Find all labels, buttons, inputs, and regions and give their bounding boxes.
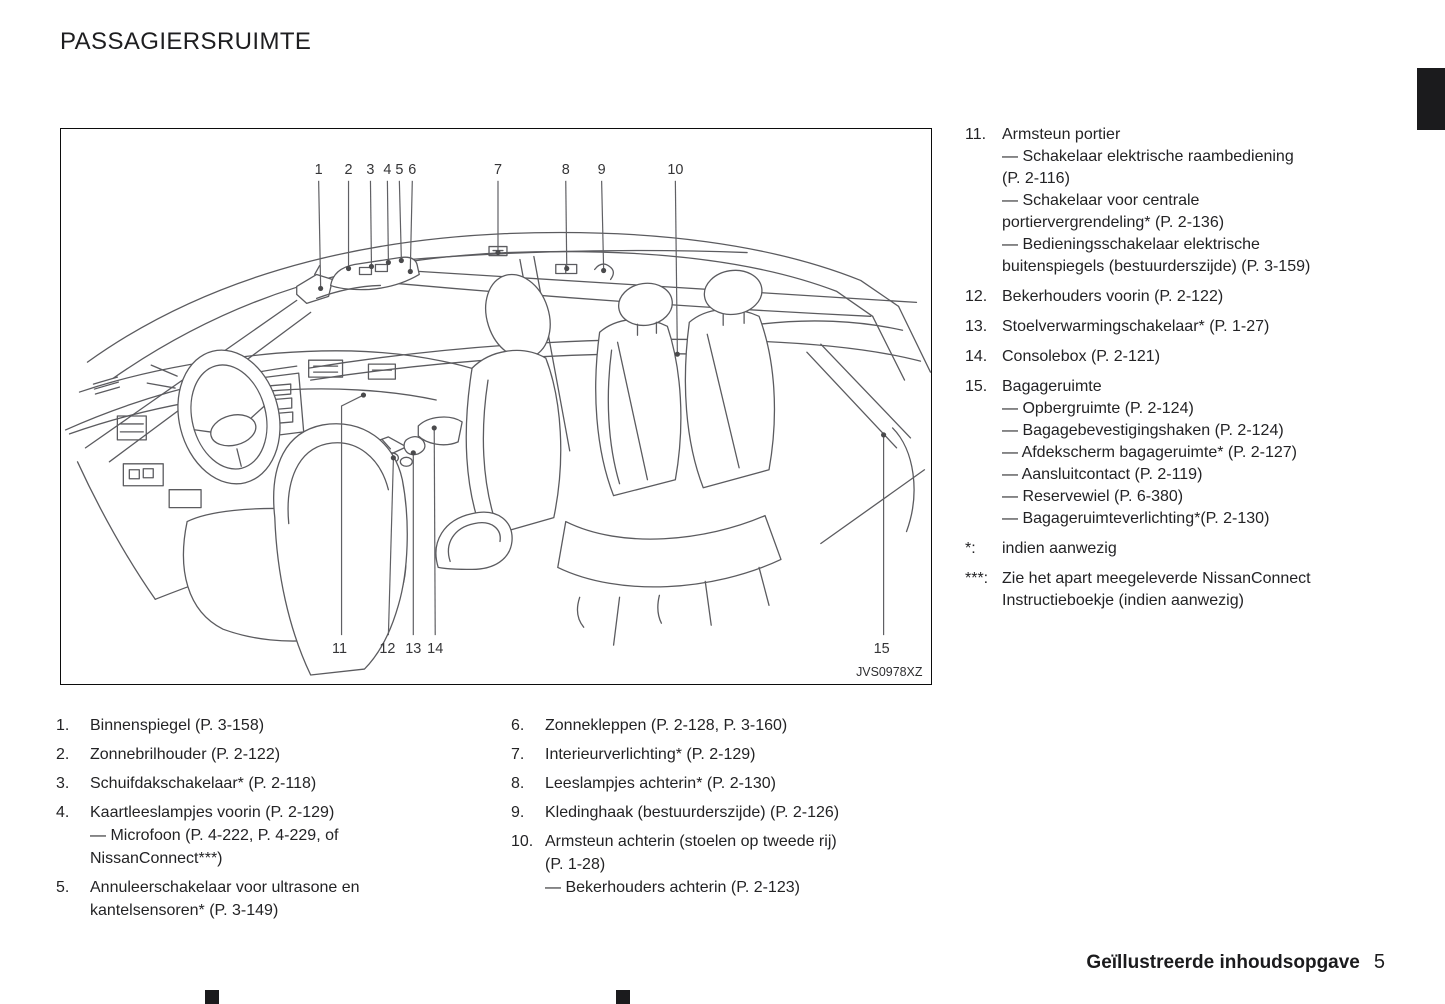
- callout-number: 9: [597, 161, 606, 178]
- item-number: 2.: [56, 746, 70, 763]
- item-number: 13.: [965, 318, 988, 335]
- page-title: PASSAGIERSRUIMTE: [60, 28, 312, 55]
- item-number: 4.: [56, 804, 70, 821]
- item-text: Binnenspiegel (P. 3-158): [90, 717, 265, 734]
- car-interior-drawing: [66, 232, 931, 675]
- callout-dot: [386, 260, 391, 265]
- item-number: 14.: [965, 348, 988, 365]
- item-number: 5.: [56, 879, 70, 896]
- item-number: 8.: [511, 775, 525, 792]
- list-item: [511, 772, 951, 795]
- leader-line: [370, 181, 371, 265]
- callout-number: 14: [427, 641, 444, 658]
- footer-section-label: Geïllustreerde inhoudsopgave: [1086, 952, 1360, 973]
- item-text: indien aanwezig: [1002, 540, 1117, 557]
- callout-dot: [495, 250, 500, 255]
- leader-line: [399, 181, 401, 259]
- item-number: 10.: [511, 833, 534, 850]
- item-number: *:: [965, 540, 976, 557]
- item-text: Interieurverlichting* (P. 2-129): [545, 746, 756, 763]
- print-registration-mark: [205, 990, 219, 1004]
- item-number: 15.: [965, 378, 988, 395]
- leader-line: [434, 430, 435, 635]
- callout-dot: [675, 352, 680, 357]
- list-item: [965, 376, 1425, 530]
- list-item: [965, 538, 1425, 560]
- item-text: Bekerhouders voorin (P. 2-122): [1002, 288, 1224, 305]
- item-text: Zonnekleppen (P. 2-128, P. 3-160): [545, 717, 788, 734]
- item-text: Armsteun achterin (stoelen op tweede rij) (P. 1-28) — Bekerhouders achterin (P. 2-123): [545, 833, 837, 896]
- item-number: 9.: [511, 804, 525, 821]
- footnotes: [965, 538, 1425, 612]
- list-item: [511, 801, 951, 824]
- list-item: [511, 743, 951, 766]
- list-item: [56, 876, 496, 922]
- item-number: 11.: [965, 126, 987, 143]
- item-text: Zonnebrilhouder (P. 2-122): [90, 746, 281, 763]
- chapter-tab-marker: [1417, 68, 1445, 130]
- callout-dot: [411, 450, 416, 455]
- callout-dot: [432, 425, 437, 430]
- list-item: [965, 316, 1425, 338]
- item-text: Schuifdakschakelaar* (P. 2-118): [90, 775, 317, 792]
- callout-dot: [564, 266, 569, 271]
- item-text: Armsteun portier — Schakelaar elektrische raambediening (P. 2-116) — Schakelaar voor centrale portiervergrendeling* (P. 2-136) — Bedieningsschakelaar elektrische buitenspiegels (bestuurderszijde) (P. 3-159): [1002, 126, 1311, 275]
- callout-dot: [361, 392, 366, 397]
- item-number: 3.: [56, 775, 70, 792]
- leader-line: [319, 181, 321, 287]
- callout-number: 6: [408, 161, 417, 178]
- callout-number: 4: [383, 161, 392, 178]
- list-items-1-5: [56, 714, 496, 928]
- list-item: [56, 801, 496, 870]
- item-text: Zie het apart meegeleverde NissanConnect Instructieboekje (indien aanwezig): [1002, 570, 1311, 609]
- callout-number: 13: [405, 641, 422, 658]
- leader-line: [675, 181, 677, 352]
- list-item: [965, 346, 1425, 368]
- leader-line: [410, 181, 412, 270]
- item-number: 7.: [511, 746, 525, 763]
- callout-dot: [391, 455, 396, 460]
- callout-number: 15: [873, 641, 890, 658]
- callout-number: 5: [395, 161, 404, 178]
- callout-number: 8: [561, 161, 570, 178]
- item-text: Annuleerschakelaar voor ultrasone en kantelsensoren* (P. 3-149): [90, 879, 360, 919]
- list-item: [965, 286, 1425, 308]
- item-text: Consolebox (P. 2-121): [1002, 348, 1161, 365]
- list-item: [965, 124, 1425, 278]
- callout-dot: [318, 286, 323, 291]
- item-text: Leeslampjes achterin* (P. 2-130): [545, 775, 776, 792]
- callout-number: 11: [332, 641, 348, 658]
- item-number: 6.: [511, 717, 525, 734]
- callout-number: 12: [379, 641, 396, 658]
- list-items-11-15: [965, 124, 1425, 530]
- callout-number: 2: [344, 161, 353, 178]
- page-number: 5: [1373, 951, 1385, 973]
- print-registration-mark: [616, 990, 630, 1004]
- right-column: [965, 124, 1425, 620]
- page-footer: [1086, 951, 1385, 974]
- item-text: Kaartleeslampjes voorin (P. 2-129) — Microfoon (P. 4-222, P. 4-229, of NissanConnect***): [90, 804, 339, 867]
- item-text: Kledinghaak (bestuurderszijde) (P. 2-126): [545, 804, 840, 821]
- callout-number: 1: [314, 161, 323, 178]
- callout-number: 10: [667, 161, 684, 178]
- list-item: [56, 743, 496, 766]
- figure-code: JVS0978XZ: [856, 665, 923, 680]
- list-item: [965, 568, 1425, 612]
- item-text: Stoelverwarmingschakelaar* (P. 1-27): [1002, 318, 1270, 335]
- list-item: [511, 830, 951, 899]
- item-number: 1.: [56, 717, 70, 734]
- callout-number: 3: [366, 161, 375, 178]
- list-item: [56, 772, 496, 795]
- leader-line: [566, 181, 567, 267]
- callout-dot: [601, 268, 606, 273]
- callout-number: 7: [493, 161, 503, 178]
- callout-dot: [408, 269, 413, 274]
- callout-dot: [881, 432, 886, 437]
- callout-dot: [369, 264, 374, 269]
- callout-dot: [399, 258, 404, 263]
- item-number: ***:: [965, 570, 989, 587]
- leader-line: [387, 181, 388, 261]
- item-number: 12.: [965, 288, 988, 305]
- leader-line: [602, 181, 604, 269]
- list-item: [511, 714, 951, 737]
- callout-dot: [346, 266, 351, 271]
- list-items-6-10: [511, 714, 951, 905]
- list-item: [56, 714, 496, 737]
- interior-diagram: [60, 128, 932, 685]
- item-text: Bagageruimte — Opbergruimte (P. 2-124) — Bagagebevestigingshaken (P. 2-124) — Afdekscherm bagageruimte* (P. 2-127) — Aansluitcontact (P. 2-119) — Reservewiel (P. 6-380) — Bagageruimteverlichting*(P. 2-130): [1002, 378, 1297, 527]
